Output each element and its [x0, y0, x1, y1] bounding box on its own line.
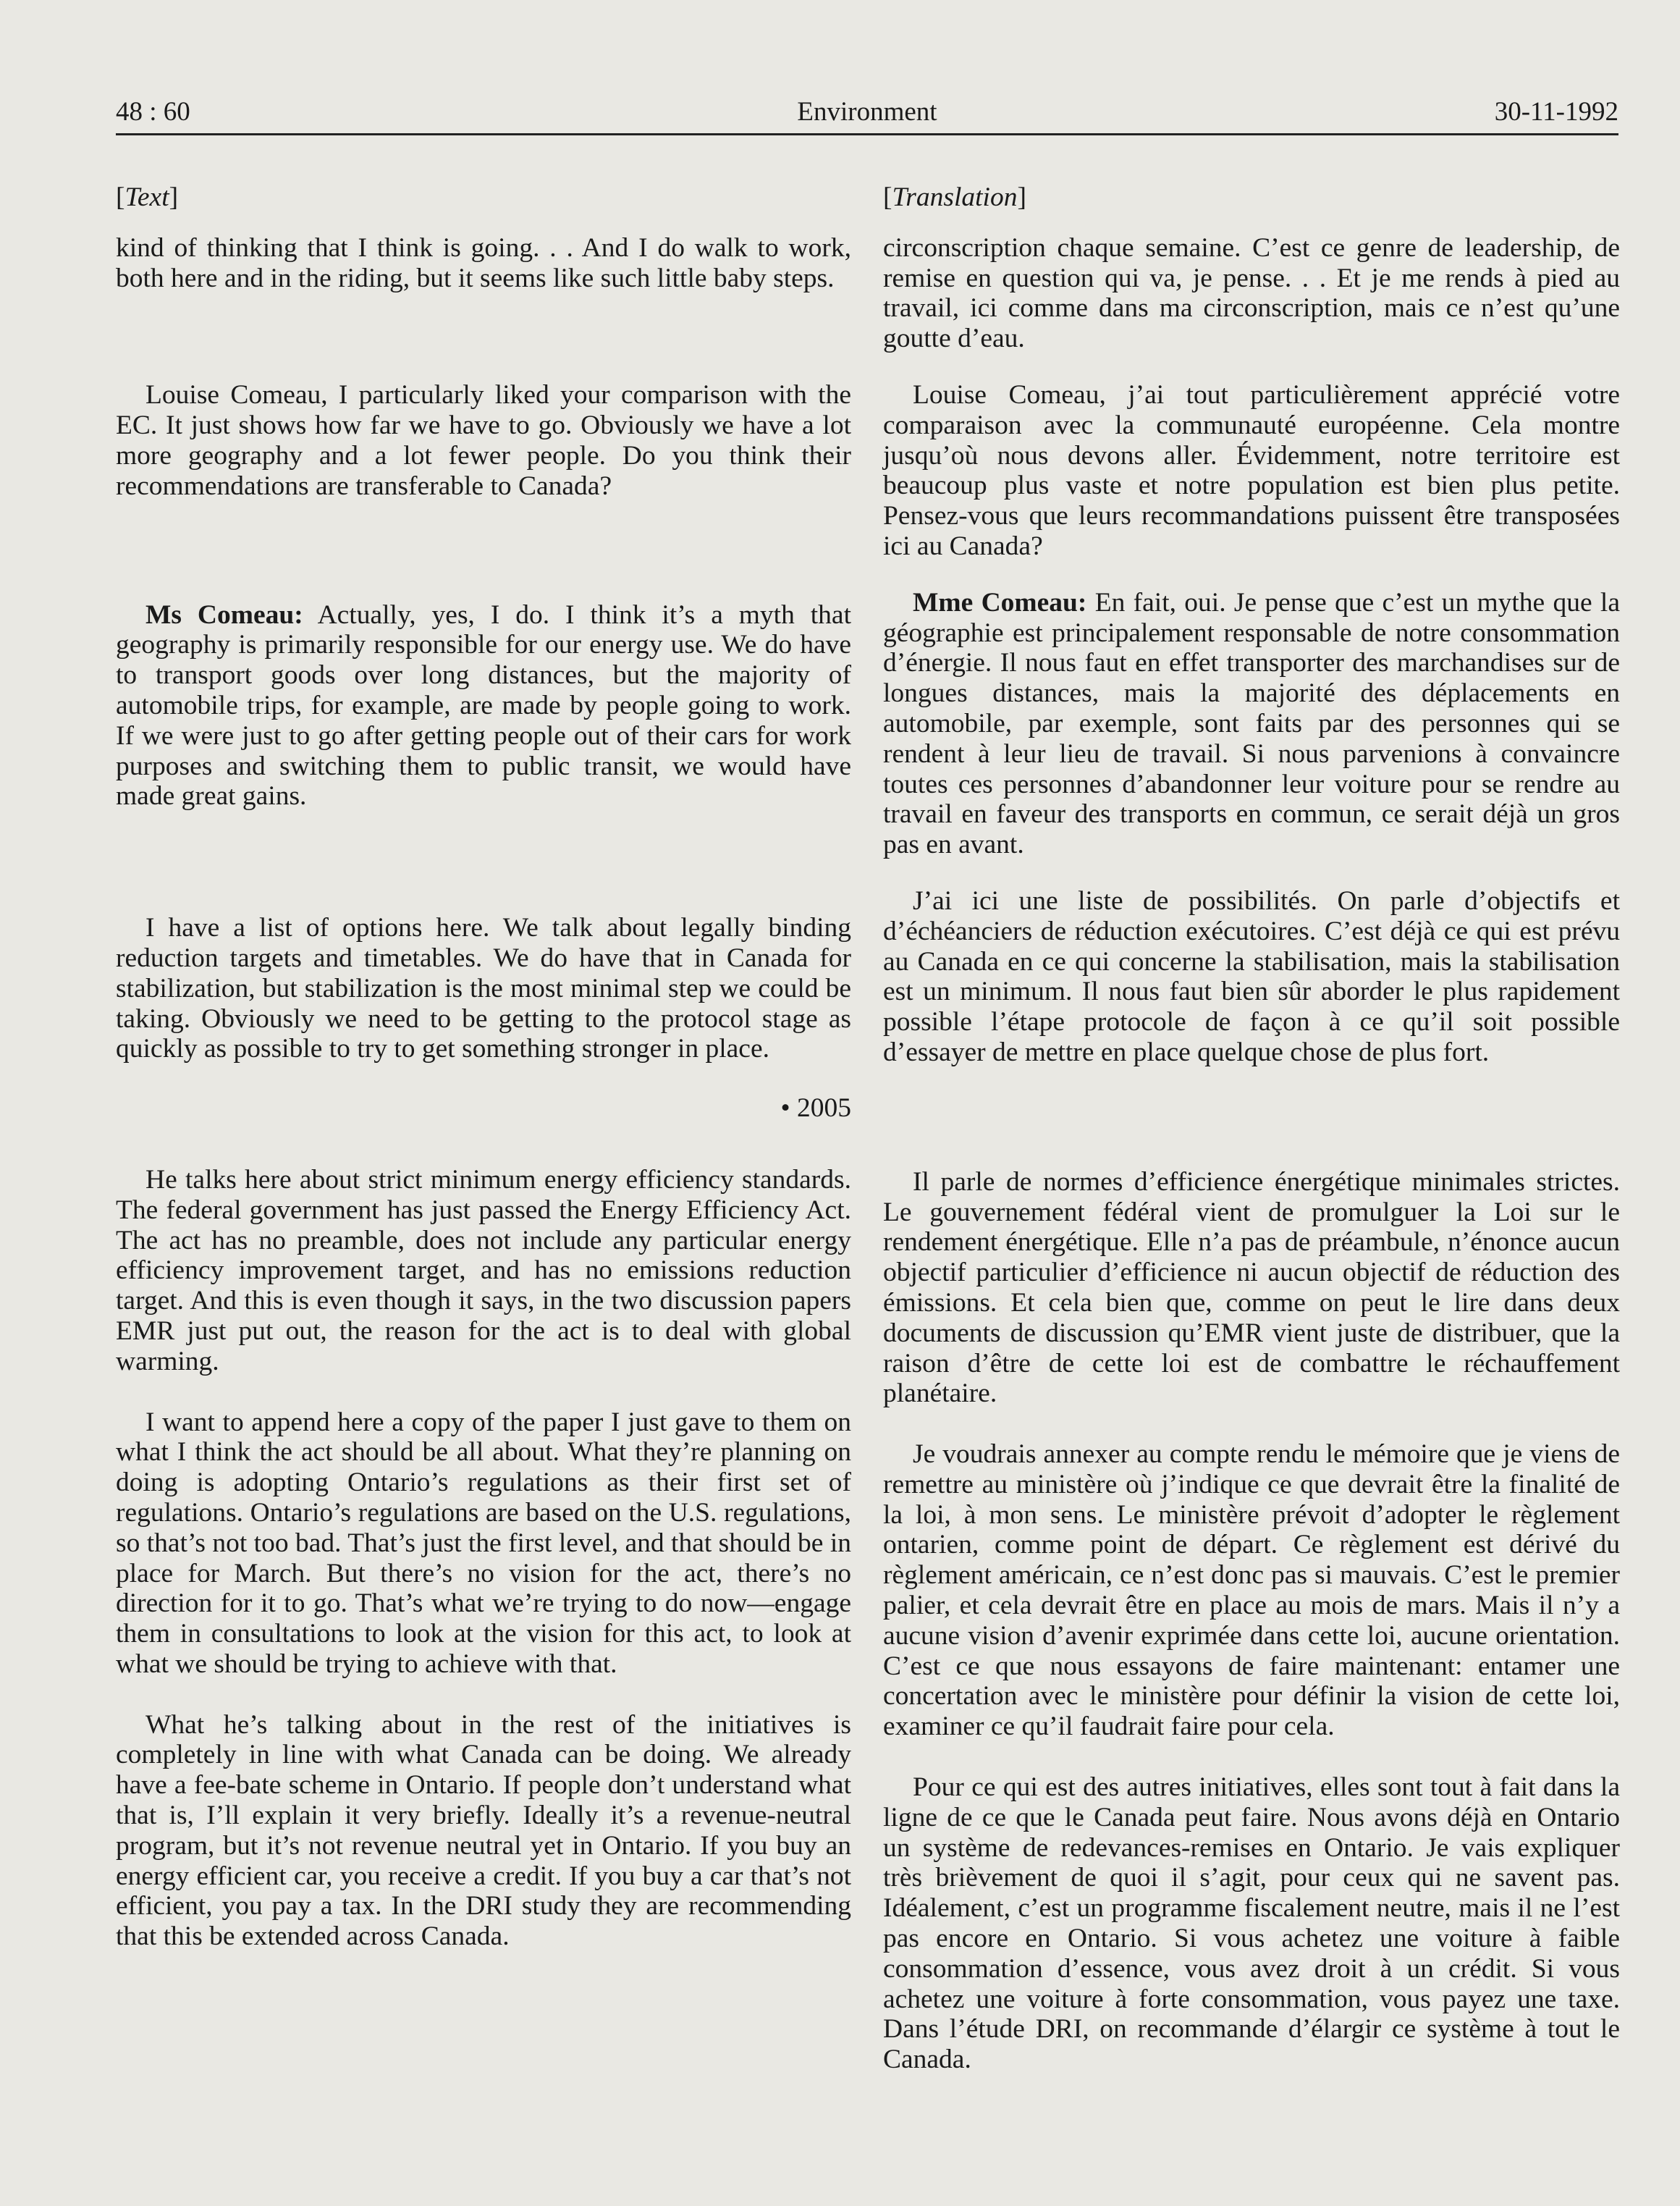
fr-paragraph-3: [883, 588, 1620, 860]
header-date: 30-11-1992: [1494, 97, 1618, 127]
text-tag: [Text]: [116, 182, 179, 212]
english-column: [116, 182, 851, 1952]
fr-paragraph-5: Il parle de normes d’efficience énergétique minimales strictes. Le gouvernement fédéral vient de promulguer la Loi sur le rendement énergétique. Elle n’a pas de préambule, n’énonce aucun objectif particulier d’efficience ni aucun objectif de réduction des émissions. Et cela bien que, comme on peut le lire dans deux documents de discussion qu’EMR vient juste de distribuer, que la raison d’être de cette loi est de combattre le réchauffement planétaire.: [883, 1166, 1620, 1409]
fr-paragraph-6: Je voudrais annexer au compte rendu le mémoire que je viens de remettre au ministère où j’indique ce que devrait être la finalité de la loi, à mon sens. Le ministère prévoit d’adopter le règlement ontarien, comme point de départ. Ce règlement est dérivé du règlement américain, ce n’est donc pas si mauvais. C’est le premier palier, et cela devrait être en place au mois de mars. Mais il n’y a aucune vision d’avenir exprimée dans cette loi, aucune orientation. C’est ce que nous essayons de faire maintenant: entamer une concertation avec le ministère pour définir la vision de cette loi, examiner ce qu’il faudrait faire pour cela.: [883, 1439, 1620, 1742]
header-title: Environment: [797, 97, 937, 127]
french-column: [883, 182, 1620, 2075]
fr-paragraph-7: Pour ce qui est des autres initiatives, elles sont tout à fait dans la ligne de ce que le Canada peut faire. Nous avons déjà en Ontario un système de redevances-remises en Ontario. Je vais expliquer très brièvement de quoi il s’agit, pour ceux qui ne savent pas. Idéalement, c’est un programme fiscalement neutre, mais il ne l’est pas encore en Ontario. Si vous achetez une voiture à faible consommation d’essence, vous avez droit à un crédit. Si vous achetez une voiture à forte consommation, vous payez une taxe. Dans l’étude DRI, on recommande d’élargir ce système à tout le Canada.: [883, 1772, 1620, 2075]
time-marker: • 2005: [780, 1093, 851, 1124]
en-paragraph-3: [116, 600, 851, 812]
fr-paragraph-1: circonscription chaque semaine. C’est ce genre de leadership, de remise en question qui va, je pense. . . Et je me rends à pied au travail, ici comme dans ma circonscription, mais ce n’est qu’une goutte d’eau.: [883, 232, 1620, 354]
fr-paragraph-4: J’ai ici une liste de possibilités. On parle d’objectifs et d’échéanciers de réduction exécutoires. C’est déjà ce qui est prévu au Canada en ce qui concerne la stabilisation, mais la stabilisation est un minimum. Il nous faut bien sûr aborder le plus rapidement possible l’étape protocole de façon à ce qu’il soit possible d’essayer de mettre en place quelque chose de plus fort.: [883, 885, 1620, 1067]
en-paragraph-3-text: Actually, yes, I do. I think it’s a myth that geography is primarily responsible for our energy use. We do have to transport goods over long distances, but the majority of automobile trips, for example, are made by people going to work. If we were just to go after getting people out of their cars for work purposes and switching them to public transit, we would have made great gains.: [116, 599, 851, 812]
en-paragraph-1: kind of thinking that I think is going. . . And I do walk to work, both here and in the riding, but it seems like such little baby steps.: [116, 232, 851, 293]
header-page-ref: 48 : 60: [116, 97, 190, 127]
en-speaker: Ms Comeau:: [145, 599, 303, 630]
en-paragraph-6: I want to append here a copy of the paper I just gave to them on what I think the act should be all about. What they’re planning on doing is adopting Ontario’s regulations as their first set of regulations. Ontario’s regulations are based on the U.S. regulations, so that’s not too bad. That’s just the first level, and that should be in place for March. But there’s no vision for the act, there’s no direction for it to go. That’s what we’re trying to do now—engage them in consultations to look at the vision for this act, to look at what we should be trying to achieve with that.: [116, 1407, 851, 1679]
running-header: [116, 94, 1618, 138]
en-paragraph-4: I have a list of options here. We talk about legally binding reduction targets and timetables. We do have that in Canada for stabilization, but stabilization is the most minimal step we could be taking. Obviously we need to be getting to the protocol stage as quickly as possible to try to get something stronger in place.: [116, 913, 851, 1064]
en-paragraph-2: Louise Comeau, I particularly liked your comparison with the EC. It just shows how far we have to go. Obviously we have a lot more geography and a lot fewer people. Do you think their recommendations are transferable to Canada?: [116, 380, 851, 501]
fr-paragraph-3-text: En fait, oui. Je pense que c’est un mythe que la géographie est principalement responsable de notre consommation d’énergie. Il nous faut en effet transporter des marchandises sur de longues distances, mais la majorité des déplacements en automobile, par exemple, sont faits par des personnes qui se rendent à leur lieu de travail. Si nous parvenions à convaincre toutes ces personnes d’abandonner leur voiture pour se rendre au travail en faveur des transports en commun, ce serait déjà un gros pas en avant.: [883, 587, 1620, 860]
en-paragraph-5: He talks here about strict minimum energy efficiency standards. The federal government has just passed the Energy Efficiency Act. The act has no preamble, does not include any particular energy efficiency improvement target, and has no emissions reduction target. And this is even though it says, in the two discussion papers EMR just put out, the reason for the act is to deal with global warming.: [116, 1164, 851, 1376]
header-rule: [116, 133, 1618, 135]
en-paragraph-7: What he’s talking about in the rest of the initiatives is completely in line with what Canada can be doing. We already have a fee-bate scheme in Ontario. If people don’t understand what that is, I’ll explain it very briefly. Ideally it’s a revenue-neutral program, but it’s not revenue neutral yet in Ontario. If you buy an energy efficient car, you receive a credit. If you buy a car that’s not efficient, you pay a tax. In the DRI study they are recommending that this be extended across Canada.: [116, 1709, 851, 1952]
fr-speaker: Mme Comeau:: [913, 587, 1087, 618]
translation-tag: [Translation]: [883, 182, 1026, 212]
fr-paragraph-2: Louise Comeau, j’ai tout particulièrement apprécié votre comparaison avec la communauté européenne. Cela montre jusqu’où nous devons aller. Évidemment, notre territoire est beaucoup plus vaste et notre population est bien plus petite. Pensez-vous que leurs recommandations puissent être transposées ici au Canada?: [883, 379, 1620, 561]
